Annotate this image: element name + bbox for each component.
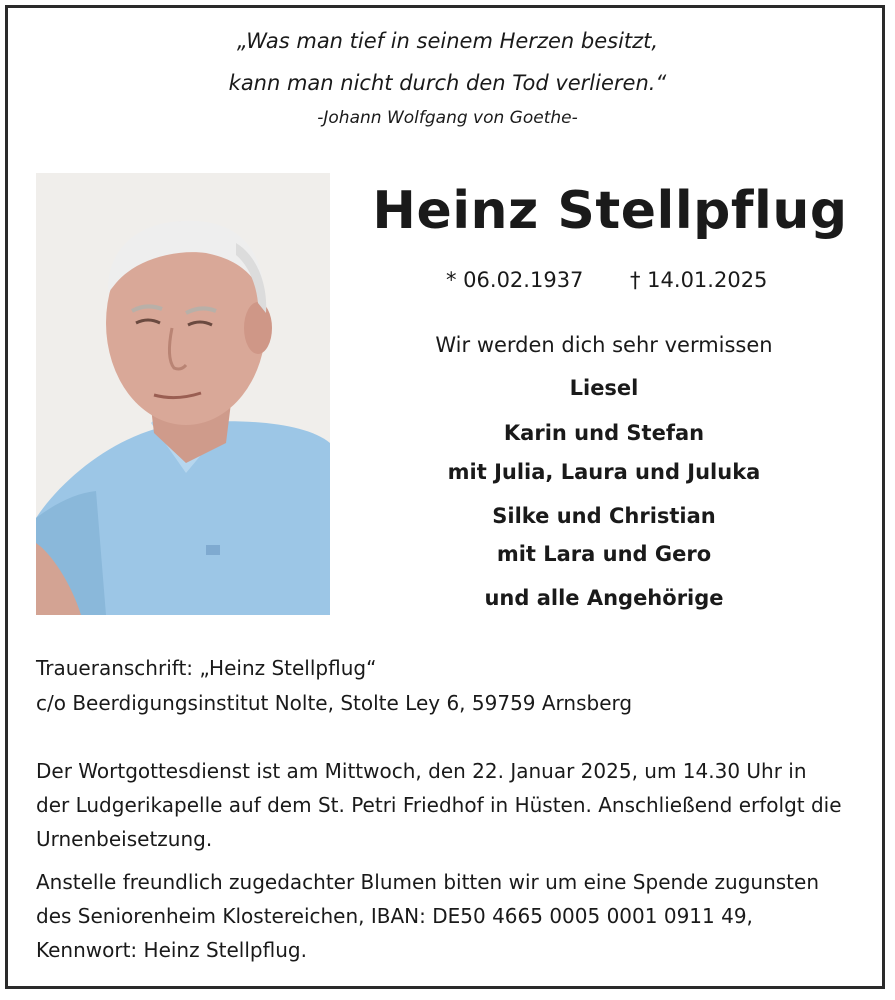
- mourners-intro: Wir werden dich sehr vermissen: [435, 333, 773, 357]
- donation-line-3: Kennwort: Heinz Stellpflug.: [36, 938, 307, 962]
- mourner-line: Silke und Christian: [492, 504, 716, 528]
- mourning-address: c/o Beerdigungsinstitut Nolte, Stolte Ley 6, 59759 Arnsberg: [36, 691, 633, 715]
- quote-line-2: kann man nicht durch den Tod verlieren.“: [228, 71, 667, 95]
- service-line-1: Der Wortgottesdienst ist am Mittwoch, den 22. Januar 2025, um 14.30 Uhr in: [36, 759, 807, 783]
- mourner-line: mit Julia, Laura und Juluka: [447, 460, 761, 484]
- quote-line-1: „Was man tief in seinem Herzen besitzt,: [236, 29, 659, 53]
- mourner-line: mit Lara und Gero: [496, 542, 712, 566]
- portrait-illustration: [36, 173, 330, 615]
- portrait-photo: [36, 173, 330, 615]
- donation-line-2: des Seniorenheim Klostereichen, IBAN: DE50 4665 0005 0001 0911 49,: [36, 904, 753, 928]
- quote-author: -Johann Wolfgang von Goethe-: [317, 108, 578, 128]
- service-line-3: Urnenbeisetzung.: [36, 827, 213, 851]
- deceased-name: Heinz Stellpflug: [372, 181, 848, 241]
- mourning-address-label: Traueranschrift: „Heinz Stellpflug“: [36, 656, 377, 680]
- service-paragraph: [36, 754, 866, 856]
- death-date: † 14.01.2025: [630, 268, 768, 292]
- service-line-2: der Ludgerikapelle auf dem St. Petri Friedhof in Hüsten. Anschließend erfolgt die: [36, 793, 842, 817]
- birth-date: * 06.02.1937: [446, 268, 584, 292]
- mourner-line: Karin und Stefan: [503, 421, 705, 445]
- mourner-line: und alle Angehörige: [484, 586, 724, 610]
- donation-paragraph: [36, 865, 866, 967]
- donation-line-1: Anstelle freundlich zugedachter Blumen bitten wir um eine Spende zugunsten: [36, 870, 819, 894]
- mourner-line: Liesel: [569, 376, 639, 400]
